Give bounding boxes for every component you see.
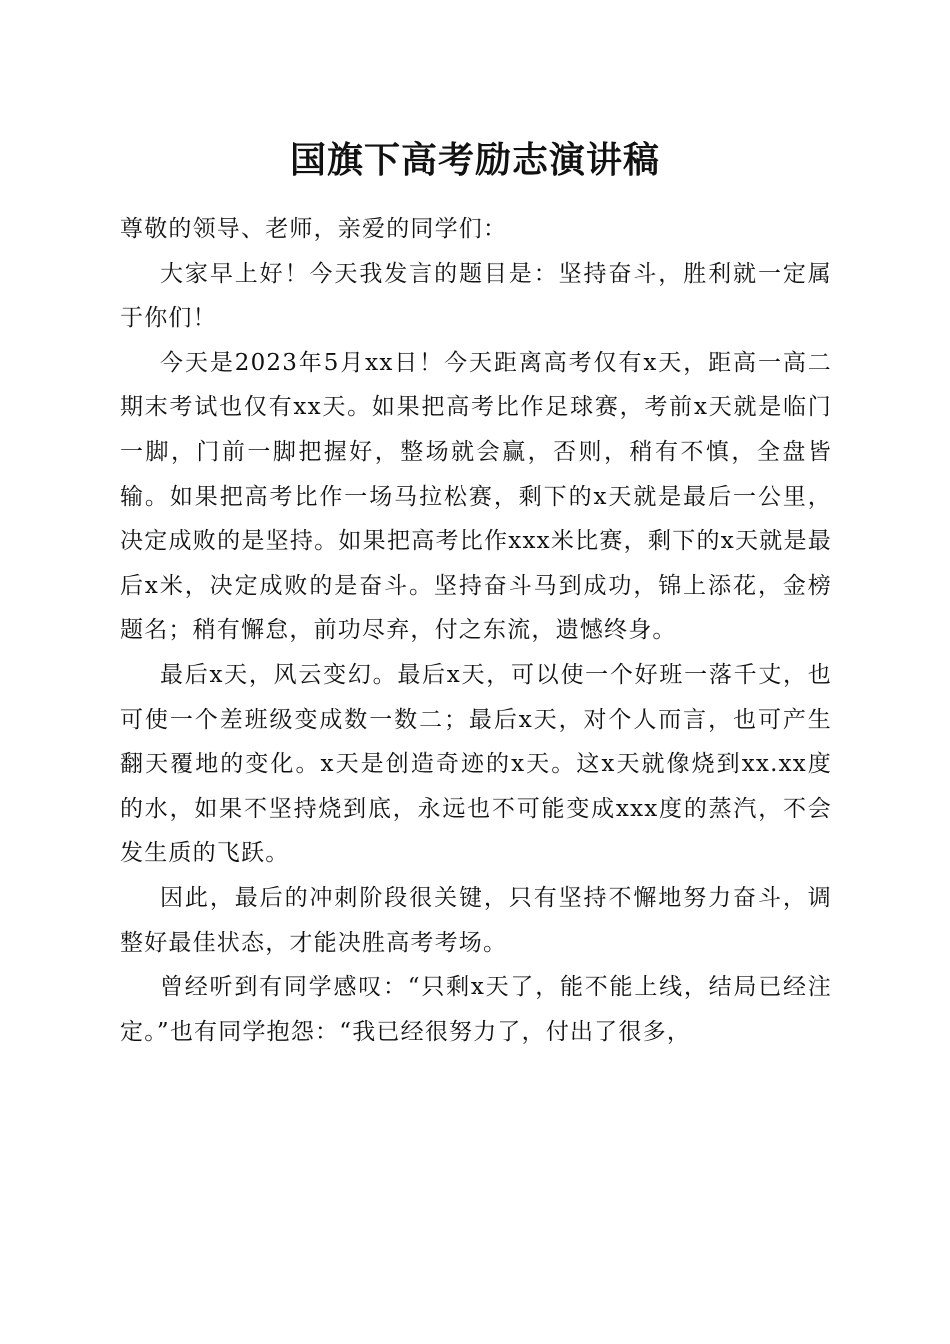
document-title: 国旗下高考励志演讲稿 xyxy=(289,139,660,181)
salutation: 尊敬的领导、老师，亲爱的同学们： xyxy=(120,216,508,242)
paragraph-students-remarks: 曾经听到有同学感叹：“只剩x天了，能不能上线，结局已经注定。”也有同学抱怨：“我已经很努力了，付出了很多， xyxy=(120,974,832,1045)
paragraph-last-days: 最后x天，风云变幻。最后x天，可以使一个好班一落千丈，也可使一个差班级变成数一数二；最后x天，对个人而言，也可产生翻天覆地的变化。x天是创造奇迹的x天。这x天就像烧到xx.xx度的水，如果不坚持烧到底，永远也不可能变成xxx度的蒸汽，不会发生质的飞跃。 xyxy=(120,661,832,867)
document-body xyxy=(120,207,832,1054)
paragraph-countdown: 今天是2023年5月xx日！今天距离高考仅有x天，距高一高二期末考试也仅有xx天。如果把高考比作足球赛，考前x天就是临门一脚，门前一脚把握好，整场就会赢，否则，稍有不慎，全盘皆输。如果把高考比作一场马拉松赛，剩下的x天就是最后一公里，决定成败的是坚持。如果把高考比作xxx米比赛，剩下的x天就是最后x米，决定成败的是奋斗。坚持奋斗马到成功，锦上添花，金榜题名；稍有懈怠，前功尽弃，付之东流，遗憾终身。 xyxy=(120,349,832,644)
paragraph-conclusion: 因此，最后的冲刺阶段很关键，只有坚持不懈地努力奋斗，调整好最佳状态，才能决胜高考考场。 xyxy=(120,884,832,956)
paragraph-greeting: 大家早上好！今天我发言的题目是：坚持奋斗，胜利就一定属于你们！ xyxy=(120,260,832,332)
